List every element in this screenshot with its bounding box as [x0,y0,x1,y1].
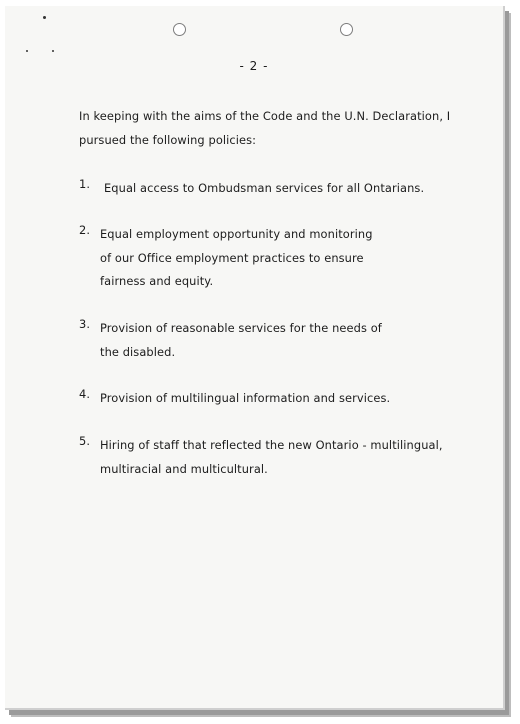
policy-text: Equal employment opportunity and monitoring of our Office employment practices to ensure fairness and equity. [100,227,373,288]
intro-paragraph: In keeping with the aims of the Code and the U.N. Declaration, I pursued the following policies: [79,109,451,147]
policy-text: Hiring of staff that reflected the new Ontario - multilingual, multiracial and multicultural. [100,438,443,476]
document-page [5,6,505,710]
policy-number: 2. [79,223,91,237]
policy-number: 1. [79,177,91,191]
scan-speck [26,50,28,52]
policy-text: Provision of reasonable services for the needs of the disabled. [100,321,382,359]
policy-number: 3. [79,317,91,331]
policy-number: 5. [79,434,91,448]
policy-text: Equal access to Ombudsman services for all Ontarians. [104,181,425,195]
page-number: - 2 - [239,59,269,73]
scan-speck [43,16,46,19]
scan-speck [52,50,54,52]
policy-number: 4. [79,387,91,401]
punch-hole-right [340,23,353,36]
policy-text: Provision of multilingual information and services. [100,391,391,405]
punch-hole-left [173,23,186,36]
